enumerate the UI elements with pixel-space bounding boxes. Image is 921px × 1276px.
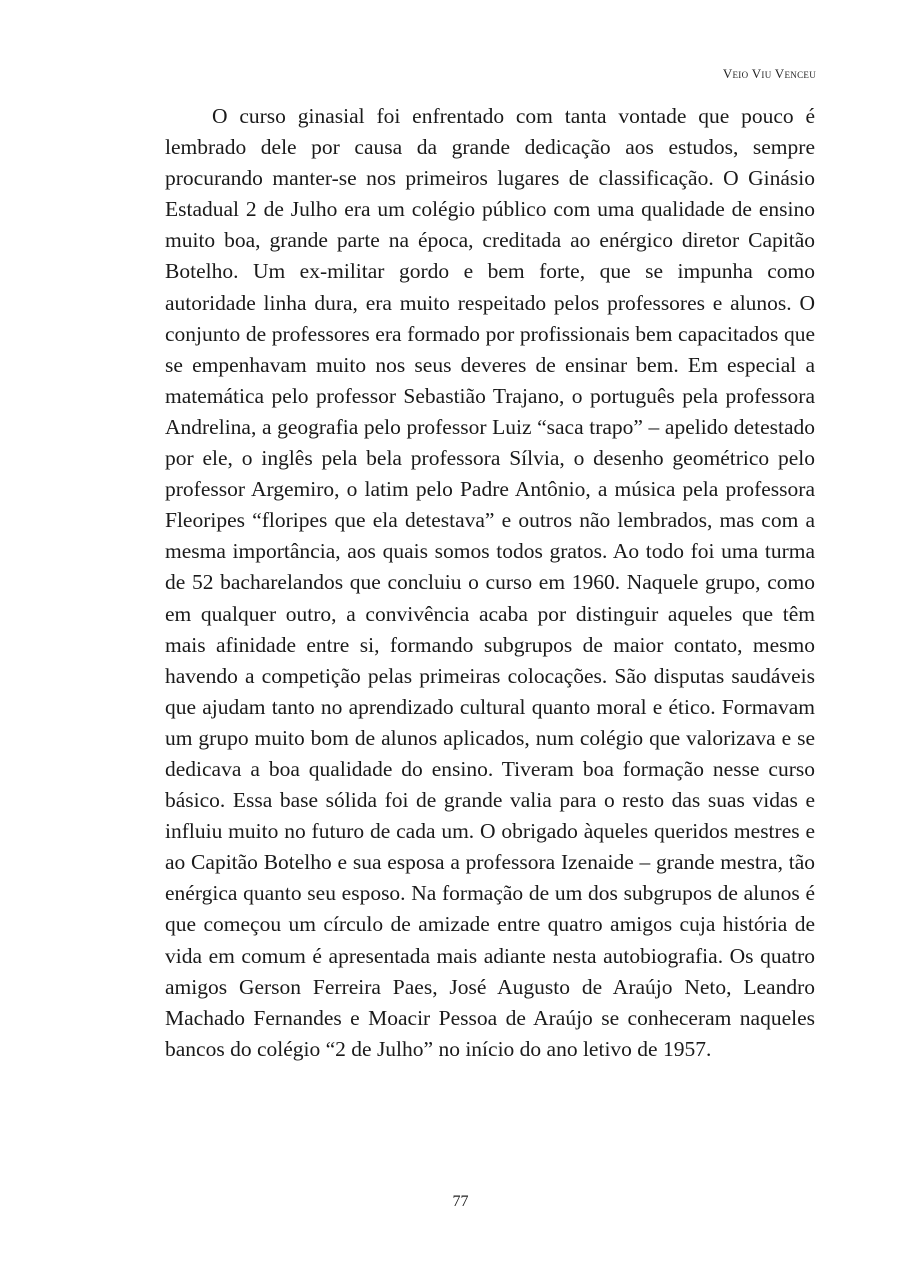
running-header: Veio Viu Venceu: [722, 66, 816, 81]
page-number: 77: [452, 1193, 469, 1210]
body-paragraph: O curso ginasial foi enfrentado com tanta vontade que pouco é lembrado dele por causa da grande dedicação aos estudos, sempre procurando manter-se nos primeiros lugares de classificação. O Ginásio Estadual 2 de Julho era um colégio público com uma qualidade de ensino muito boa, grande parte na época, creditada ao enérgico diretor Capitão Botelho. Um ex-militar gordo e bem forte, que se impunha como autoridade linha dura, era muito respeitado pelos professores e alunos. O conjunto de professores era formado por profissionais bem capacitados que se empenhavam muito nos seus deveres de ensinar bem. Em especial a matemática pelo professor Sebastião Trajano, o português pela professora Andrelina, a geografia pelo professor Luiz “saca trapo” – apelido detestado por ele, o inglês pela bela professora Sílvia, o desenho geométrico pelo professor Argemiro, o latim pelo Padre Antônio, a música pela professora Fleoripes “floripes que ela detestava” e outros não lembrados, mas com a mesma importância, aos quais somos todos gratos. Ao todo foi uma turma de 52 bacharelandos que concluiu o curso em 1960. Naquele grupo, como em qualquer outro, a convivência acaba por distinguir aqueles que têm mais afinidade entre si, formando subgrupos de maior contato, mesmo havendo a competição pelas primeiras colocações. São disputas saudáveis que ajudam tanto no aprendizado cultural quanto moral e ético. Formavam um grupo muito bom de alunos aplicados, num colégio que valorizava e se dedicava a boa qualidade do ensino. Tiveram boa formação nesse curso básico. Essa base sólida foi de grande valia para o resto das suas vidas e influiu muito no futuro de cada um. O obrigado àqueles queridos mestres e ao Capitão Botelho e sua esposa a professora Izenaide – grande mestra, tão enérgica quanto seu esposo. Na formação de um dos subgrupos de alunos é que começou um círculo de amizade entre quatro amigos cuja história de vida em comum é apresentada mais adiante nesta autobiografia. Os quatro amigos Gerson Ferreira Paes, José Augusto de Araújo Neto, Leandro Machado Fernandes e Moacir Pessoa de Araújo se conheceram naqueles bancos do colégio “2 de Julho” no início do ano letivo de 1957.: [165, 104, 815, 1061]
